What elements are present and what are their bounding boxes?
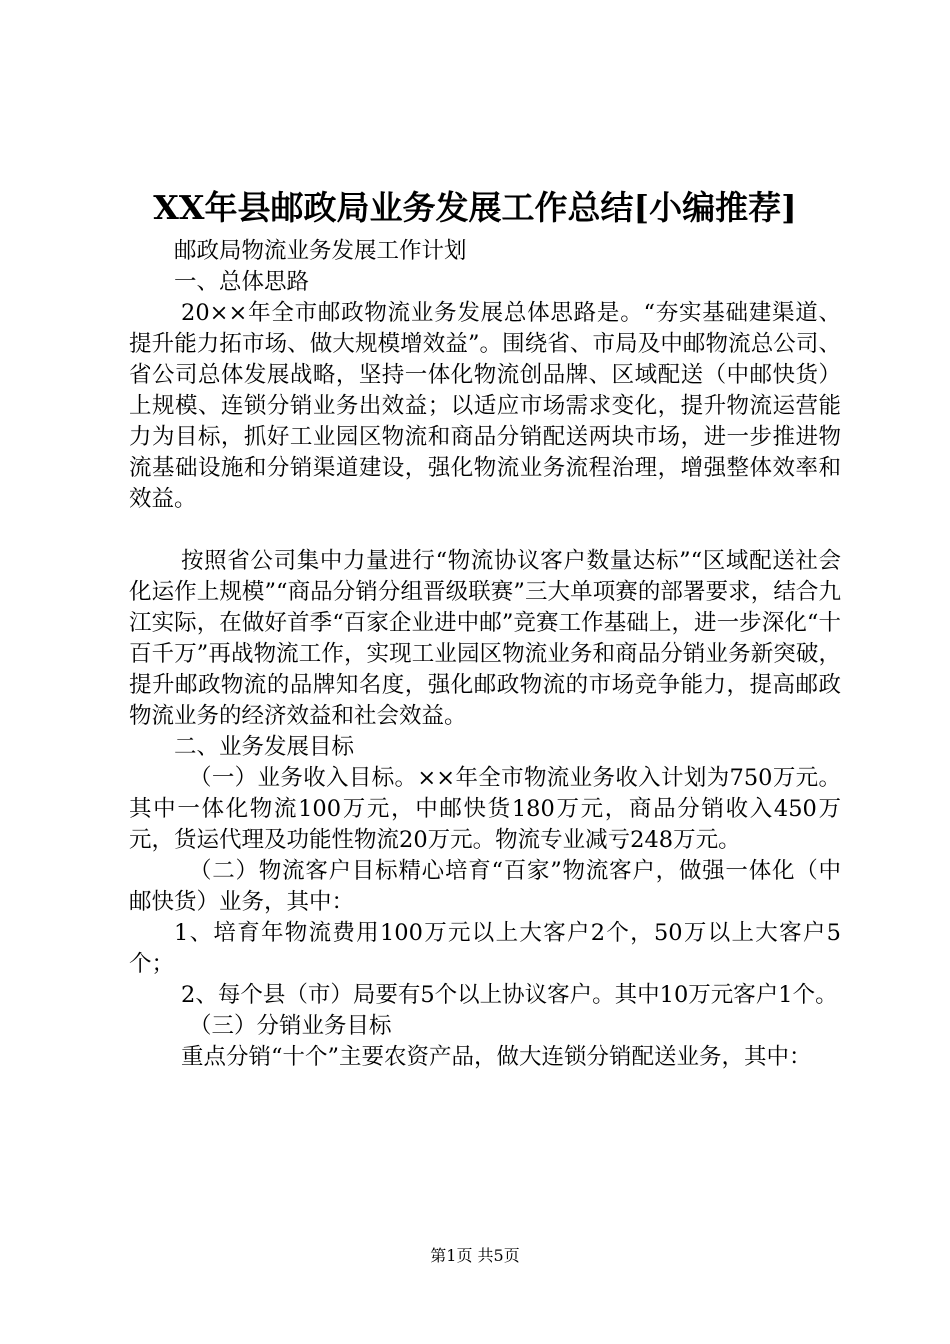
section-heading: 二、业务发展目标 <box>174 734 355 760</box>
list-item: 2、每个县（市）局要有5个以上协议客户。其中10万元客户1个。 <box>181 982 838 1008</box>
list-item: 1、培育年物流费用100万元以上大客户2个，50万以上大客户5个； <box>129 920 841 977</box>
body-paragraph: 重点分销“十个”主要农资产品，做大连锁分销配送业务，其中： <box>181 1044 812 1070</box>
document-title: XX年县邮政局业务发展工作总结[小编推荐] <box>153 188 797 227</box>
body-paragraph: （一）业务收入目标。××年全市物流业务收入计划为750万元。其中一体化物流100万元，中邮快货180万元，商品分销收入450万元，货运代理及功能性物流20万元。物流专业减亏248万元。 <box>129 765 841 853</box>
section-heading: 一、总体思路 <box>174 269 310 295</box>
document-body <box>129 236 841 1073</box>
body-paragraph: （二）物流客户目标精心培育“百家”物流客户，做强一体化（中邮快货）业务，其中： <box>129 858 841 915</box>
body-paragraph: 20××年全市邮政物流业务发展总体思路是。“夯实基础建渠道、提升能力拓市场、做大规模增效益”。围绕省、市局及中邮物流总公司、省公司总体发展战略，坚持一体化物流创品牌、区域配送（中邮快货）上规模、连锁分销业务出效益；以适应市场需求变化，提升物流运营能力为目标，抓好工业园区物流和商品分销配送两块市场，进一步推进物流基础设施和分销渠道建设，强化物流业务流程治理，增强整体效率和效益。 <box>129 300 841 512</box>
paragraph-spacer <box>129 515 841 546</box>
subsection-heading: （三）分销业务目标 <box>189 1013 392 1039</box>
section-subtitle: 邮政局物流业务发展工作计划 <box>174 238 467 264</box>
page-footer: 第1页 共5页 <box>430 1246 520 1265</box>
body-paragraph: 按照省公司集中力量进行“物流协议客户数量达标”“区域配送社会化运作上规模”“商品分销分组晋级联赛”三大单项赛的部署要求，结合九江实际，在做好首季“百家企业进中邮”竞赛工作基础上，进一步深化“十百千万”再战物流工作，实现工业园区物流业务和商品分销业务新突破，提升邮政物流的品牌知名度，强化邮政物流的市场竞争能力，提高邮政物流业务的经济效益和社会效益。 <box>129 548 841 729</box>
